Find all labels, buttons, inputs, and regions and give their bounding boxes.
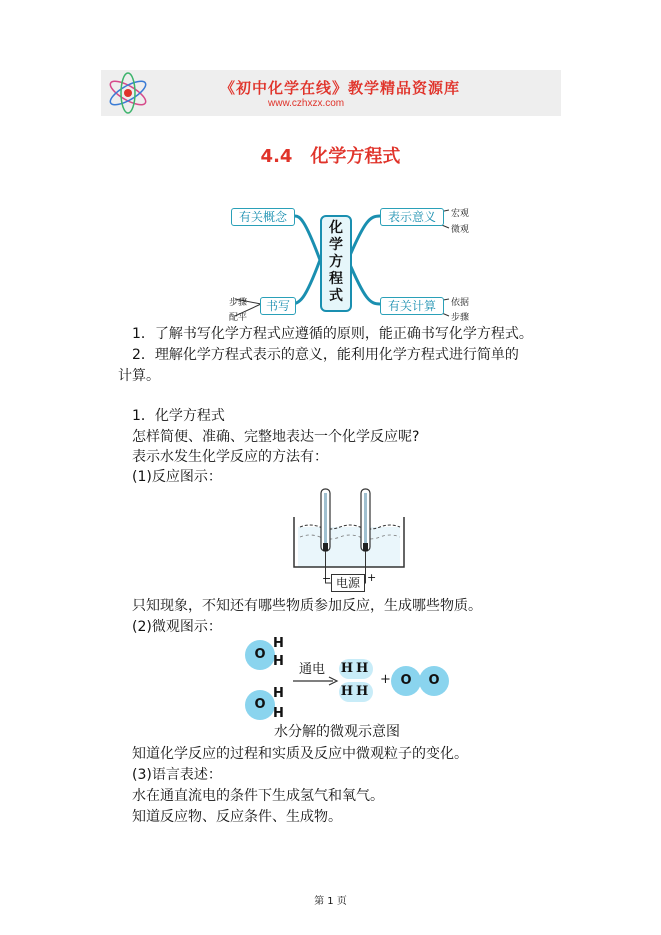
- page-number: 第 1 页: [314, 896, 347, 907]
- method-1-note: 只知现象，不知还有哪些物质参加反应，生成哪些物质。: [132, 598, 482, 614]
- question-text: 怎样简便、准确、完整地表达一个化学反应呢?: [132, 429, 420, 445]
- mindmap-meaning: 表示意义: [380, 208, 444, 226]
- arrow-label: 通电: [299, 662, 326, 677]
- power-plus: +: [367, 571, 377, 584]
- power-source: 电源: [331, 574, 365, 592]
- page-title: 4.4 化学方程式: [260, 146, 401, 167]
- intro-text: 表示水发生化学反应的方法有：: [132, 449, 328, 465]
- hydrogen-atom: H: [273, 654, 284, 669]
- banner-title: 《初中化学在线》教学精品资源库: [220, 79, 461, 97]
- banner-url: www.czhxzx.com: [268, 98, 345, 109]
- oxygen-atom: O: [245, 690, 275, 720]
- goal-1: 1．了解书写化学方程式应遵循的原则，能正确书写化学方程式。: [132, 326, 533, 342]
- method-3-text: 水在通直流电的条件下生成氢气和氧气。: [132, 788, 384, 804]
- goal-2-cont: 计算。: [118, 368, 160, 384]
- oxygen-atom: O: [245, 640, 275, 670]
- goal-2: 2．理解化学方程式表示的意义，能利用化学方程式进行简单的: [132, 347, 519, 363]
- oxygen-atom: O: [419, 666, 449, 696]
- writing-item-balance: 配平: [229, 313, 248, 323]
- calc-item-steps: 步骤: [451, 313, 470, 323]
- mindmap-calc: 有关计算: [380, 297, 444, 315]
- meaning-item-micro: 微观: [451, 225, 470, 235]
- section-heading: 1．化学方程式: [132, 408, 225, 424]
- method-2-note: 知道化学反应的过程和实质及反应中微观粒子的变化。: [132, 746, 468, 762]
- mindmap-writing: 书写: [260, 297, 296, 315]
- hydrogen-atom: H: [273, 706, 284, 721]
- micro-diagram: [243, 638, 451, 722]
- method-3-label: (3)语言表述：: [132, 767, 222, 783]
- calc-item-basis: 依据: [451, 298, 470, 308]
- mindmap-concept: 有关概念: [231, 208, 295, 226]
- writing-item-steps: 步骤: [229, 298, 248, 308]
- micro-caption: 水分解的微观示意图: [274, 724, 400, 740]
- hydrogen-atom: H: [273, 686, 284, 701]
- method-2-label: (2)微观图示：: [132, 619, 222, 635]
- hydrogen-molecule: HH: [339, 682, 373, 702]
- right-arrow-icon: [293, 676, 339, 686]
- mindmap-center: 化 学 方 程 式: [320, 215, 352, 312]
- plus-sign: +: [380, 672, 391, 687]
- hydrogen-molecule: HH: [339, 659, 373, 679]
- meaning-item-macro: 宏观: [451, 209, 470, 219]
- atom-logo-icon: [103, 72, 153, 114]
- method-3-note: 知道反应物、反应条件、生成物。: [132, 809, 342, 825]
- hydrogen-atom: H: [273, 636, 284, 651]
- oxygen-atom: O: [391, 666, 421, 696]
- power-minus: −: [322, 572, 332, 585]
- method-1-label: (1)反应图示：: [132, 469, 222, 485]
